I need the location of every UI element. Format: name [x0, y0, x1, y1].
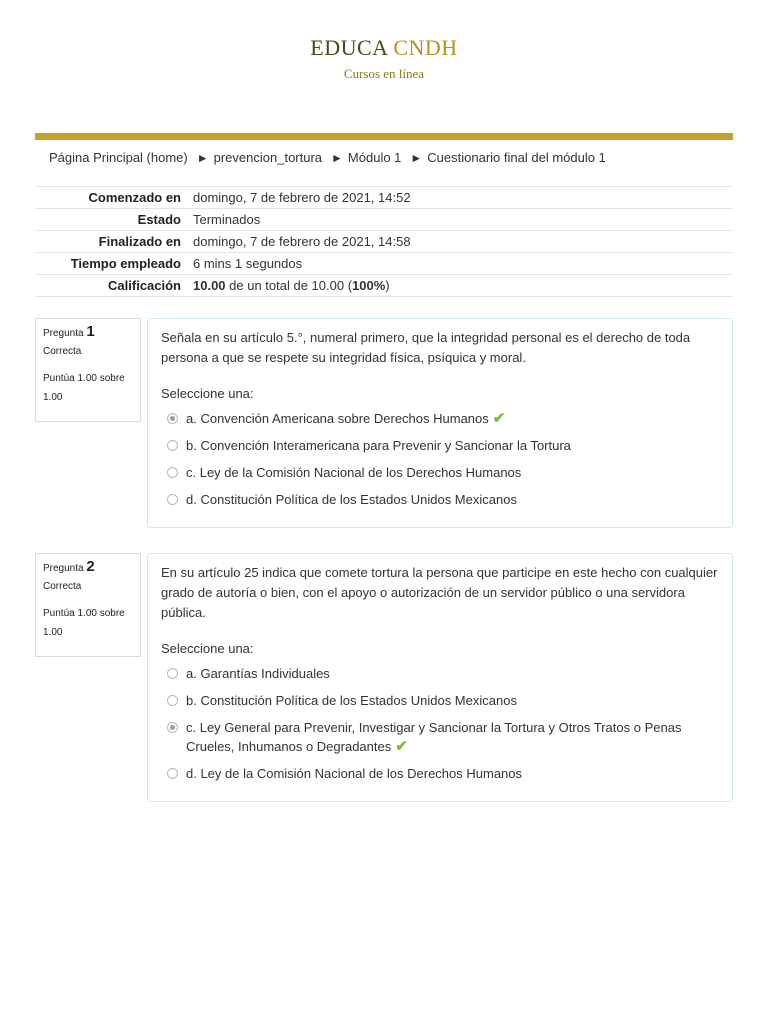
summary-label: Finalizado en	[98, 234, 181, 249]
radio-button[interactable]	[167, 467, 178, 478]
radio-button[interactable]	[167, 494, 178, 505]
question-label: Pregunta	[43, 328, 84, 339]
question-content-1	[147, 318, 733, 528]
summary-label: Tiempo empleado	[70, 256, 181, 271]
question-grade: Puntúa 1.00 sobre 1.00	[43, 373, 125, 403]
header-divider	[35, 133, 733, 140]
site-logo[interactable]	[0, 34, 768, 62]
attempt-summary-table	[35, 186, 733, 297]
breadcrumb-home-link[interactable]: Página Principal (home)	[49, 150, 188, 165]
answer-option-label: c. Ley General para Prevenir, Investigar y Sancionar la Tortura y Otros Tratos o Penas Crueles, Inhumanos o Degradantes	[186, 720, 682, 754]
breadcrumb-quiz-link[interactable]: Cuestionario final del módulo 1	[427, 150, 606, 165]
summary-row	[35, 231, 733, 253]
answer-option-label: b. Convención Interamericana para Prevenir y Sancionar la Tortura	[186, 438, 571, 453]
answer-option[interactable]	[161, 436, 719, 455]
answer-option[interactable]	[161, 764, 719, 783]
summary-value: domingo, 7 de febrero de 2021, 14:58	[193, 234, 411, 249]
answer-option-label: d. Ley de la Comisión Nacional de los Derechos Humanos	[186, 766, 523, 781]
summary-label: Comenzado en	[88, 190, 181, 205]
summary-value: Terminados	[193, 212, 261, 227]
question-info-1	[35, 318, 141, 422]
question-info-2	[35, 553, 141, 657]
brand-name-part1: EDUCA	[310, 35, 388, 60]
radio-button-selected[interactable]	[167, 413, 178, 424]
breadcrumb-module-link[interactable]: Módulo 1	[347, 150, 402, 165]
site-header	[0, 34, 768, 82]
summary-row	[35, 275, 733, 297]
grade-score: 10.00	[193, 278, 226, 293]
answer-option-label: b. Constitución Política de los Estados Unidos Mexicanos	[186, 693, 517, 708]
breadcrumb-arrow-icon: ►	[410, 151, 423, 165]
answer-option-label: d. Constitución Política de los Estados Unidos Mexicanos	[186, 492, 517, 507]
breadcrumb	[49, 150, 606, 165]
question-number-value: 1	[86, 323, 95, 340]
question-label: Pregunta	[43, 563, 84, 574]
summary-row	[35, 187, 733, 209]
answer-prompt: Seleccione una:	[161, 386, 254, 401]
site-subtitle: Cursos en línea	[343, 66, 425, 81]
answer-option[interactable]	[161, 409, 719, 428]
answer-option-label: a. Convención Americana sobre Derechos Humanos	[186, 411, 489, 426]
question-state: Correcta	[43, 346, 82, 357]
answer-option[interactable]	[161, 664, 719, 683]
radio-button[interactable]	[167, 768, 178, 779]
correct-check-icon: ✔	[395, 738, 408, 755]
summary-value	[193, 275, 733, 297]
summary-row	[35, 209, 733, 231]
brand-name-part2: CNDH	[393, 35, 458, 60]
answer-option-label: c. Ley de la Comisión Nacional de los Derechos Humanos	[186, 465, 522, 480]
question-number	[43, 558, 140, 575]
summary-label: Estado	[137, 212, 181, 227]
summary-label: Calificación	[108, 278, 181, 293]
summary-row	[35, 253, 733, 275]
radio-button[interactable]	[167, 668, 178, 679]
answer-option[interactable]	[161, 463, 719, 482]
answer-prompt: Seleccione una:	[161, 641, 254, 656]
question-number	[43, 323, 140, 340]
question-content-2	[147, 553, 733, 802]
radio-button[interactable]	[167, 440, 178, 451]
correct-check-icon: ✔	[492, 410, 506, 427]
breadcrumb-arrow-icon: ►	[331, 151, 343, 165]
question-text: Señala en su artículo 5.°, numeral primero, que la integridad personal es el derecho de toda persona a que se respete su integridad física, psíquica y moral.	[161, 330, 691, 365]
question-state: Correcta	[43, 581, 82, 592]
answer-option[interactable]	[161, 691, 719, 710]
summary-value: 6 mins 1 segundos	[193, 256, 303, 271]
radio-button[interactable]	[167, 695, 178, 706]
grade-percent: 100%	[352, 278, 386, 293]
grade-end: )	[385, 278, 390, 293]
grade-middle: de un total de 10.00 (	[225, 278, 353, 293]
question-text: En su artículo 25 indica que comete tortura la persona que participe en este hecho con cualquier grado de autoría o bien, con el apoyo o autorización de un servidor público o una servidora pública.	[161, 565, 718, 620]
answer-option[interactable]	[161, 718, 719, 756]
breadcrumb-arrow-icon: ►	[196, 151, 209, 165]
answer-option-label: a. Garantías Individuales	[186, 666, 330, 681]
breadcrumb-course-link[interactable]: prevencion_tortura	[213, 150, 323, 165]
summary-value: domingo, 7 de febrero de 2021, 14:52	[193, 190, 411, 205]
question-number-value: 2	[86, 558, 95, 575]
answer-option[interactable]	[161, 490, 719, 509]
radio-button-selected[interactable]	[167, 722, 178, 733]
question-grade: Puntúa 1.00 sobre 1.00	[43, 608, 125, 638]
